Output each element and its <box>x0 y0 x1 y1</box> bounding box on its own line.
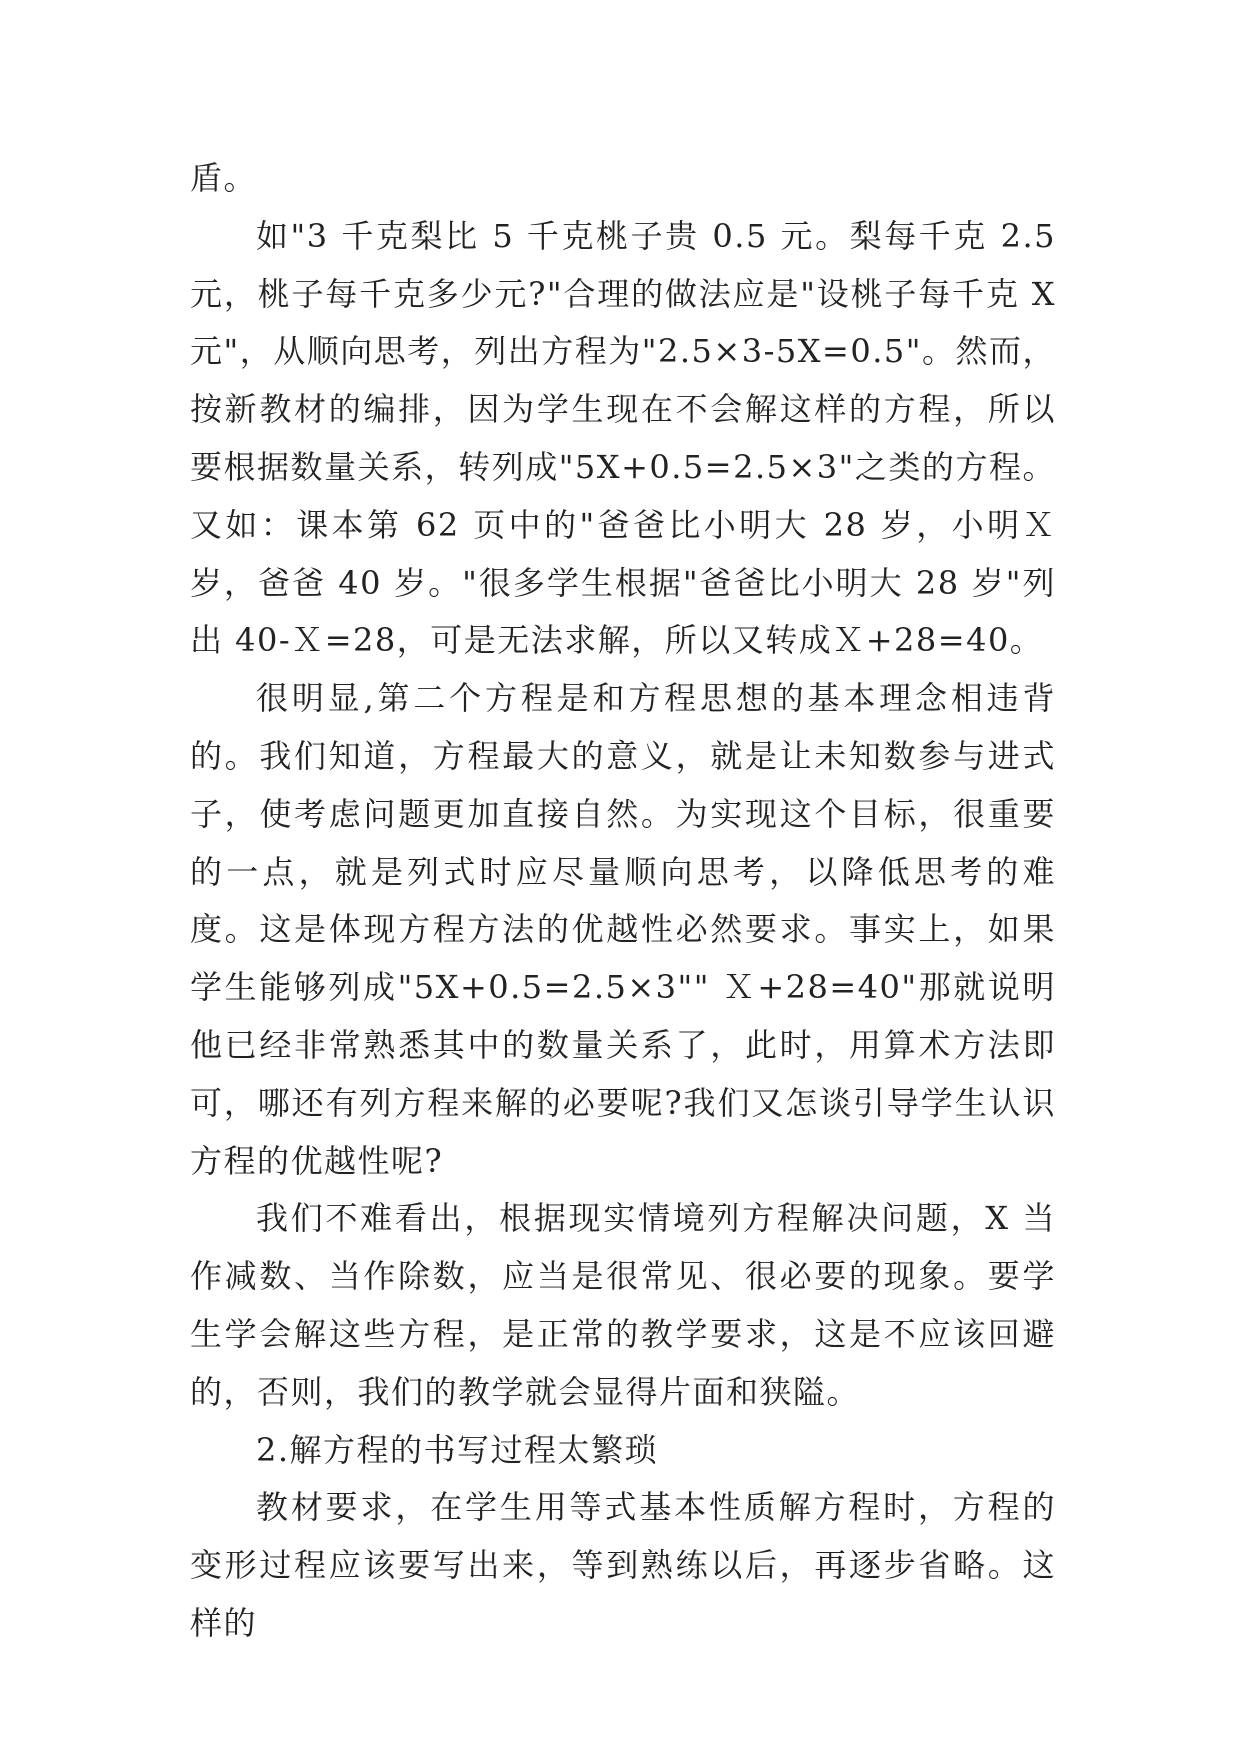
document-page <box>190 150 1056 1653</box>
paragraph: 教材要求，在学生用等式基本性质解方程时，方程的变形过程应该要写出来，等到熟练以后，再逐步省略。这样的 <box>190 1488 1056 1642</box>
section-heading: 2.解方程的书写过程太繁琐 <box>256 1430 659 1469</box>
paragraph: 盾。 <box>190 159 258 197</box>
paragraph: 如"3 千克梨比 5 千克桃子贵 0.5 元。梨每千克 2.5 元，桃子每千克多少元?"合理的做法应是"设桃子每千克 X 元"，从顺向思考，列出方程为"2.5×3-5X=0.5"。然而，按新教材的编排，因为学生现在不会解这样的方程，所以要根据数量关系，转列成"5X+0.5=2.5×3"之类的方程。又如：课本第 62 页中的"爸爸比小明大 28 岁，小明Ｘ岁，爸爸 40 岁。"很多学生根据"爸爸比小明大 28 岁"列出 40-Ｘ=28，可是无法求解，所以又转成Ｘ+28=40。 <box>190 216 1056 660</box>
paragraph: 很明显,第二个方程是和方程思想的基本理念相违背的。我们知道，方程最大的意义，就是让未知数参与进式子，使考虑问题更加直接自然。为实现这个目标，很重要的一点，就是列式时应尽量顺向思考，以降低思考的难度。这是体现方程方法的优越性必然要求。事实上，如果学生能够列成"5X+0.5=2.5×3"" Ｘ+28=40"那就说明他已经非常熟悉其中的数量关系了，此时，用算术方法即可，哪还有列方程来解的必要呢?我们又怎谈引导学生认识方程的优越性呢? <box>190 679 1056 1180</box>
paragraph: 我们不难看出，根据现实情境列方程解决问题，X 当作减数、当作除数，应当是很常见、很必要的现象。要学生学会解这些方程，是正常的教学要求，这是不应该回避的，否则，我们的教学就会显得片面和狭隘。 <box>190 1199 1056 1411</box>
